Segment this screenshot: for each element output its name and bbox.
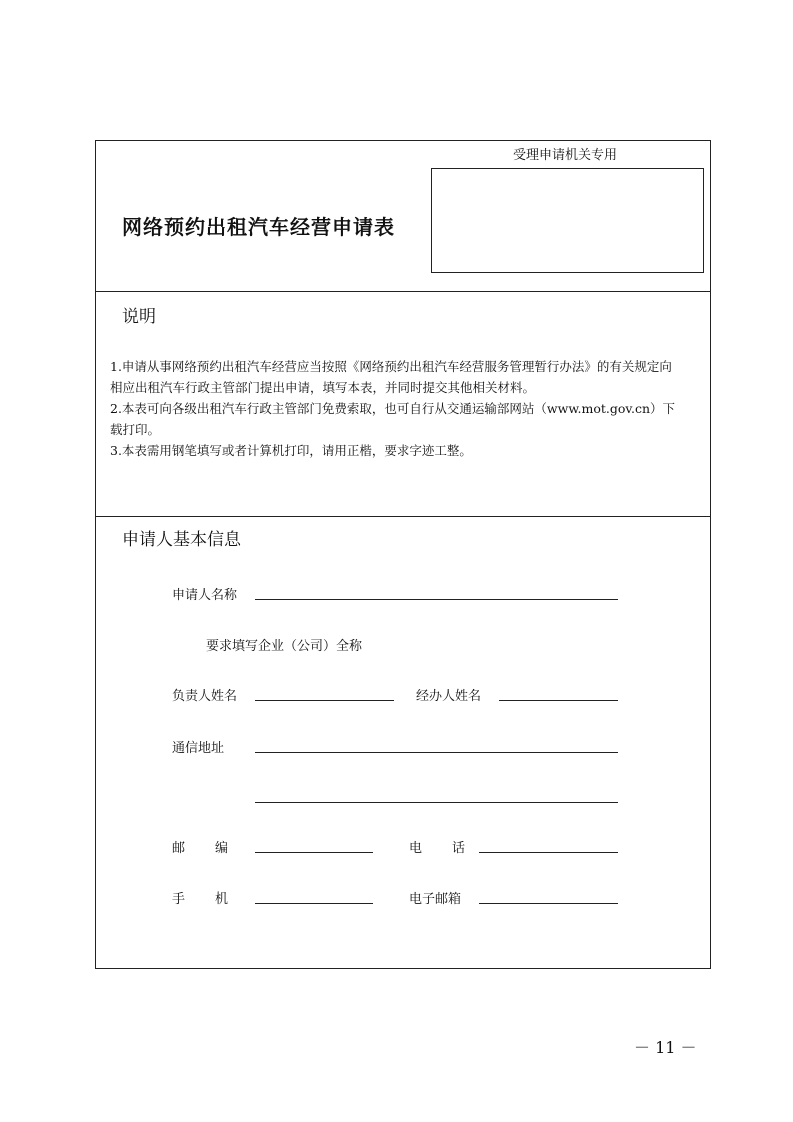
form-header bbox=[96, 141, 710, 292]
note-item: 3.本表需用钢笔填写或者计算机打印，请用正楷，要求字迹工整。 bbox=[110, 443, 472, 458]
mobile-field[interactable] bbox=[255, 903, 373, 904]
address-field-line-1[interactable] bbox=[255, 752, 618, 753]
office-use-label: 受理申请机关专用 bbox=[513, 148, 618, 163]
notes-list bbox=[110, 356, 682, 461]
email-label: 电子邮箱 bbox=[409, 892, 462, 907]
email-field[interactable] bbox=[479, 903, 618, 904]
postcode-label: 邮编 bbox=[172, 841, 259, 856]
mobile-label: 手机 bbox=[172, 892, 259, 907]
applicant-name-hint: 要求填写企业（公司）全称 bbox=[206, 639, 363, 654]
leader-name-field[interactable] bbox=[255, 700, 394, 701]
form-title: 网络预约出租汽车经营申请表 bbox=[122, 215, 395, 239]
handler-name-label: 经办人姓名 bbox=[416, 689, 482, 704]
phone-field[interactable] bbox=[479, 852, 618, 853]
notes-title: 说明 bbox=[122, 307, 156, 327]
applicant-name-label: 申请人名称 bbox=[172, 588, 238, 603]
applicant-section bbox=[96, 517, 710, 969]
leader-name-label: 负责人姓名 bbox=[172, 689, 238, 704]
handler-name-field[interactable] bbox=[499, 700, 618, 701]
address-label: 通信地址 bbox=[172, 741, 225, 756]
applicant-title: 申请人基本信息 bbox=[122, 530, 241, 550]
phone-label: 电话 bbox=[409, 841, 496, 856]
note-item: 1.申请从事网络预约出租汽车经营应当按照《网络预约出租汽车经营服务管理暂行办法》的有关规定向相应出租汽车行政主管部门提出申请，填写本表，并同时提交其他相关材料。 bbox=[110, 359, 672, 395]
applicant-name-field[interactable] bbox=[255, 599, 618, 600]
office-use-box bbox=[431, 168, 704, 273]
note-item: 2.本表可向各级出租汽车行政主管部门免费索取，也可自行从交通运输部网站（www.mot.gov.cn）下载打印。 bbox=[110, 401, 676, 437]
page-number: － 11 － bbox=[634, 1038, 697, 1057]
notes-section bbox=[96, 292, 710, 517]
application-form bbox=[95, 140, 711, 969]
address-field-line-2[interactable] bbox=[255, 802, 618, 803]
postcode-field[interactable] bbox=[255, 852, 373, 853]
